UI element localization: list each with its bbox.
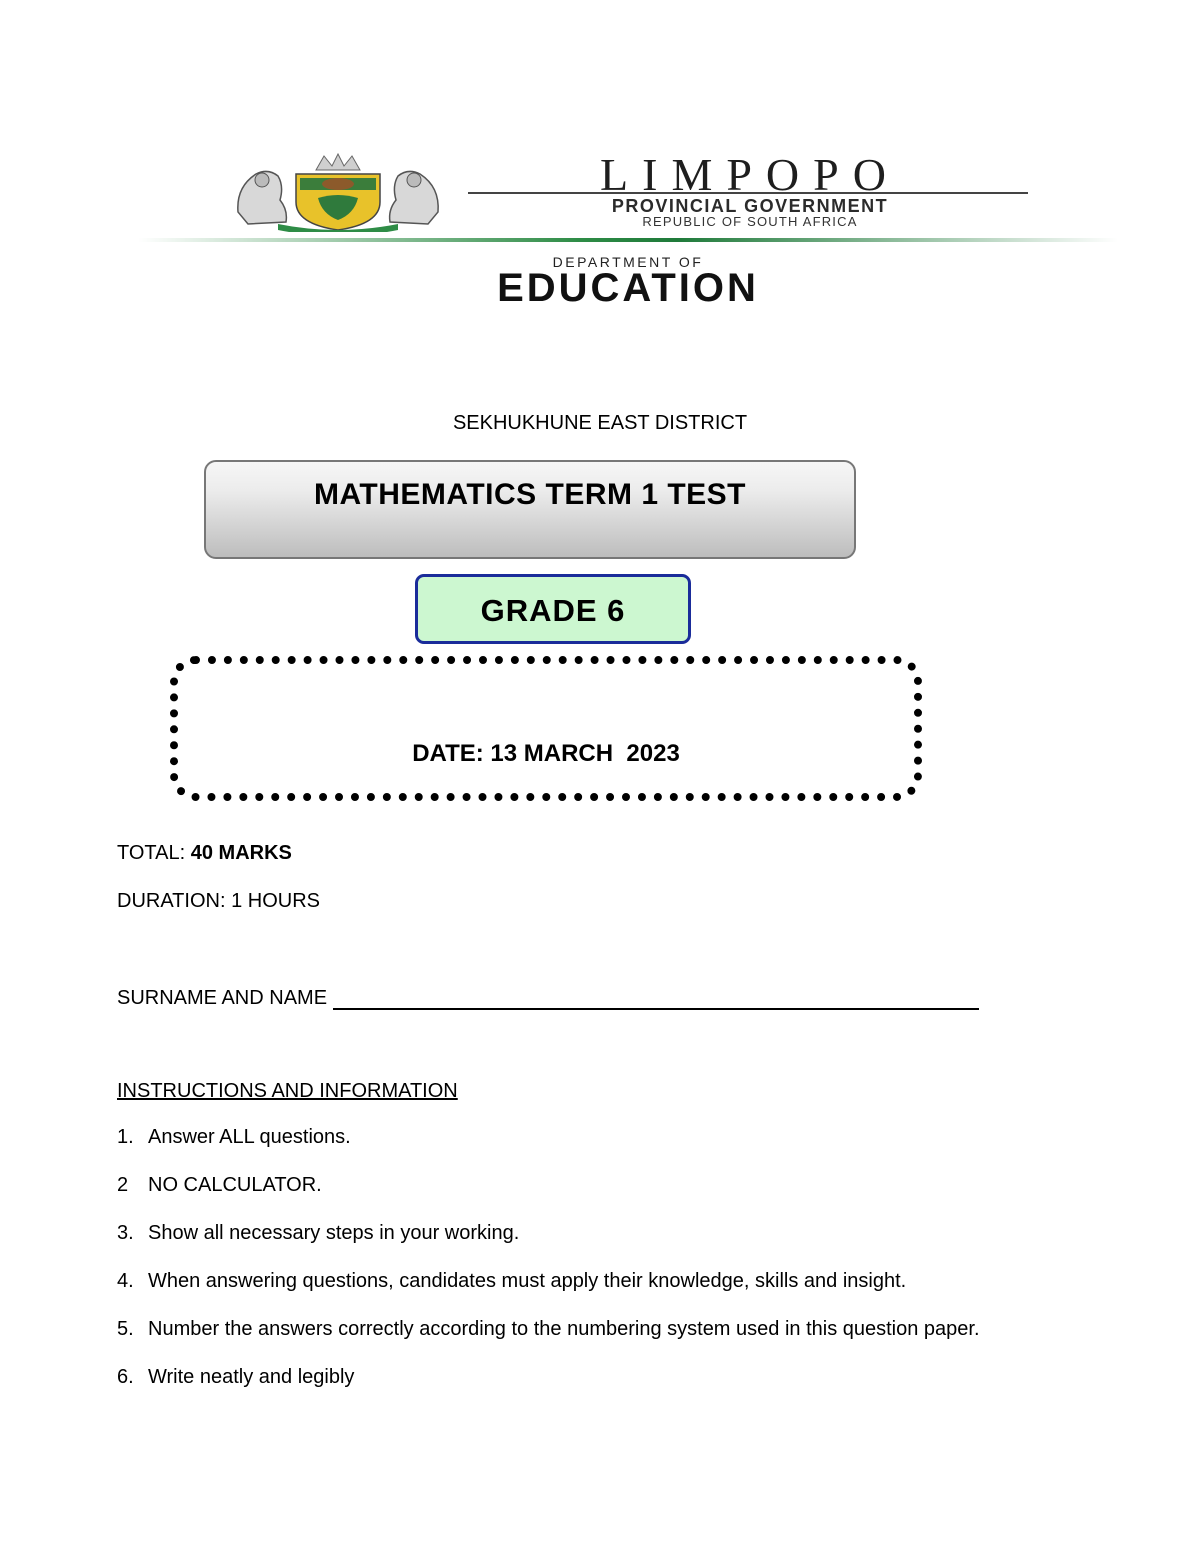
instructions-list: [117, 1126, 980, 1414]
list-item: 1. Answer ALL questions.: [117, 1126, 351, 1148]
education-label: EDUCATION: [497, 266, 759, 310]
test-date: DATE: 13 MARCH 2023: [412, 740, 680, 767]
list-item: 2 NO CALCULATOR.: [117, 1174, 322, 1196]
date-frame: [170, 656, 922, 801]
list-item: 3. Show all necessary steps in your working.: [117, 1222, 520, 1244]
surname-field: [117, 986, 979, 1010]
coat-of-arms-icon: [228, 152, 448, 232]
list-item: 5. Number the answers correctly according to the numbering system used in this question paper.: [117, 1318, 980, 1340]
republic-label: REPUBLIC OF SOUTH AFRICA: [642, 214, 858, 229]
provincial-government: PROVINCIAL GOVERNMENT: [611, 196, 889, 216]
instructions-heading: INSTRUCTIONS AND INFORMATION: [117, 1080, 458, 1102]
surname-input-line[interactable]: [333, 986, 979, 1010]
grade-label: GRADE 6: [480, 593, 626, 628]
list-item: 6. Write neatly and legibly: [117, 1366, 355, 1388]
green-divider: [138, 238, 1118, 242]
duration: DURATION: 1 HOURS: [117, 890, 320, 912]
department-of-label: DEPARTMENT OF: [552, 254, 704, 270]
list-item: 4. When answering questions, candidates must apply their knowledge, skills and insight.: [117, 1270, 907, 1292]
total-label: TOTAL:: [117, 842, 186, 864]
province-name: LIMPOPO: [600, 149, 900, 200]
total-marks: [117, 842, 292, 865]
letterhead: [118, 140, 1138, 315]
total-value: 40 MARKS: [190, 842, 292, 864]
surname-label: SURNAME AND NAME: [117, 987, 328, 1009]
test-title: MATHEMATICS TERM 1 TEST: [313, 478, 747, 511]
test-title-box: [204, 460, 856, 559]
district-name: SEKHUKHUNE EAST DISTRICT: [452, 412, 748, 434]
grade-box: [415, 574, 691, 644]
